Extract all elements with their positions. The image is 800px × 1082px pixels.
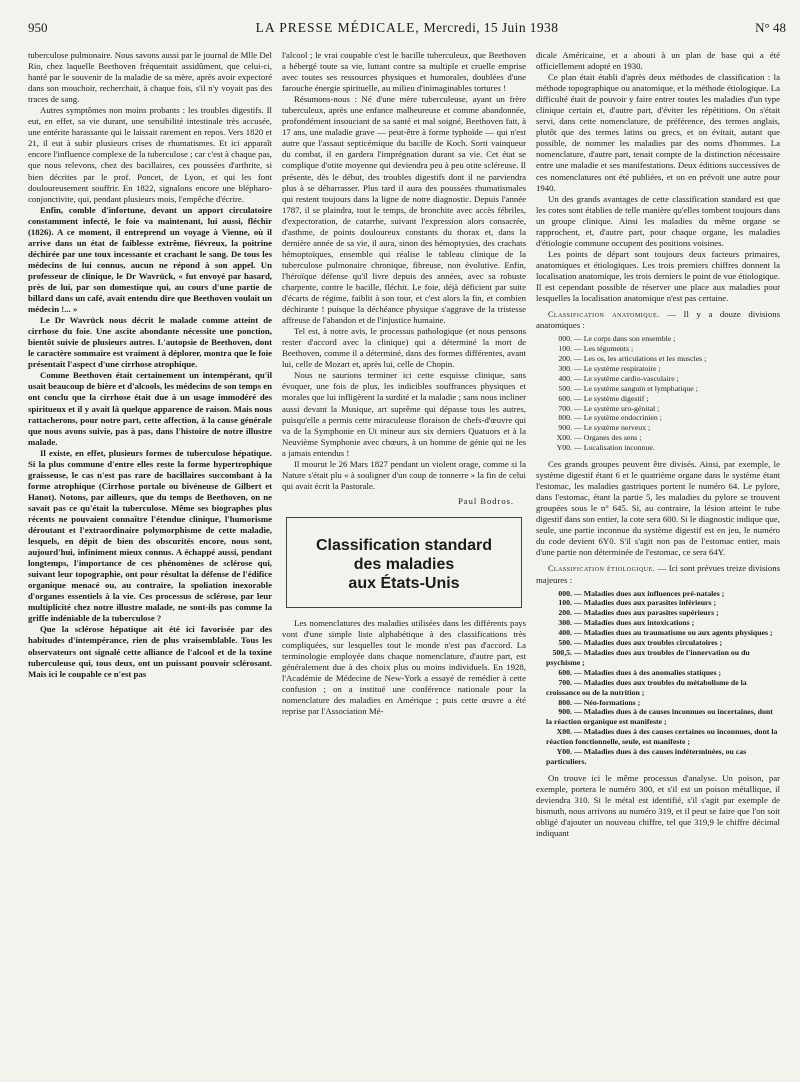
division-label: — Maladies dues aux influences pré-natales ; (574, 588, 725, 598)
division-label: — Néo-formations ; (574, 697, 641, 707)
section-bottom-rule (286, 607, 522, 608)
division-label: — Maladies dues à des causes indéterminées, ou cas particuliers. (546, 747, 747, 766)
division-code: 700. (558, 403, 572, 413)
column-3-outro (536, 773, 780, 839)
list-item (546, 334, 780, 344)
anatomical-heading (536, 309, 780, 331)
division-label: — Maladies dues à des causes certaines ou inconnues, dont la réaction fonctionnelle, seule, est manifeste ; (546, 727, 778, 747)
list-item (546, 384, 780, 394)
page-number: 950 (28, 20, 48, 35)
division-code: 800. (558, 697, 572, 707)
list-item (546, 598, 780, 608)
paragraph: dicale Américaine, et a abouti à un plan de base qui a été officiellement adopté en 1930. (536, 50, 780, 72)
division-label: — Maladies dues au traumatisme ou aux agents physiques ; (574, 628, 773, 638)
division-code: 500. (558, 383, 572, 393)
etiological-heading-label: Classification étiologique. (548, 564, 656, 574)
list-item (546, 608, 780, 618)
list-item (546, 628, 780, 638)
list-item (546, 678, 780, 698)
column-3 (536, 50, 780, 1074)
list-item (546, 747, 780, 767)
division-code: 100. (558, 598, 572, 608)
etiological-heading-rest: — Ici sont prévues treize divisions majeures : (536, 563, 780, 585)
paragraph: Un des grands avantages de cette classification standard est que les cotes sont établies de telle manière qu'elles tombent toujours dans un groupe clinique. Ainsi les maladies du même organe se rapprochent, et, d'autre part, pour chaque organe, les maladies d'étiologie commune occupent des positions voisines. (536, 193, 780, 248)
division-code: 400. (558, 628, 572, 638)
division-label: — Le système sanguin et lymphatique ; (574, 383, 698, 393)
page-header (28, 20, 786, 42)
division-label: — Les os, les articulations et les muscles ; (574, 353, 707, 363)
paragraph: Ce plan était établi d'après deux méthodes de classification : la méthode topographique ou anatomique, et la méthode étiologique. La difficulté était de pouvoir y faire entrer toutes les maladies d'un type clinique certain et, d'autre part, d'éviter les répétitions. On s'était servi, dans cette nomenclature, de préférence, des termes anglais, plutôt que des termes latins ou grecs, et on évitait, autant que possible, de nommer les maladies par des noms d'hommes. La nomenclature, d'autre part, tenait compte de la distinction nécessaire entre une maladie et ses manifestations. Deux éditions successives de ces nomenclatures ont été publiées, et on en prévoit une autre pour 1940. (536, 72, 780, 193)
list-item (546, 589, 780, 599)
paragraph: Le Dr Wavrück nous décrit le malade comme atteint de cirrhose du foie. Une ascite abondante nécessite une ponction, bientôt suivie de plusieurs autres. L'autopsie de Beethoven, dont le caractère sommaire est vraiment à déplorer, montra que le foie présentait l'aspect d'une cirrhose atrophique. (28, 315, 272, 370)
etiological-divisions-list (546, 589, 780, 767)
section-title-line-2: des maladies (353, 555, 455, 573)
list-item (546, 364, 780, 374)
anatomical-divisions-list (546, 334, 780, 453)
list-item (546, 707, 780, 727)
column-3-mid (536, 459, 780, 558)
division-code: 000. (558, 334, 572, 344)
list-item (546, 344, 780, 354)
division-code: 000. (558, 588, 572, 598)
division-label: — Le système respiratoire ; (574, 363, 661, 373)
column-2 (282, 50, 526, 1074)
columns (28, 50, 786, 1074)
section-title-box (286, 518, 522, 607)
division-code: Y00. (556, 443, 572, 453)
division-label: — Maladies dues aux troubles du métabolisme de la croissance ou de la nutrition ; (546, 677, 747, 697)
issue-date: Mercredi, 15 Juin 1938 (423, 20, 559, 35)
column-1 (28, 50, 272, 1074)
publication-name: LA PRESSE MÉDICALE, (255, 20, 420, 35)
division-code: 800. (558, 413, 572, 423)
paragraph: Tel est, à notre avis, le processus pathologique (et nous pensons rester d'accord avec la clinique) qui a déterminé la mort de Beethoven, comme il a déterminé, dans des formes différentes, avant lui, celle de Mozart et, après lui, celle de Chopin. (282, 326, 526, 370)
list-item (546, 354, 780, 364)
anatomical-heading-rest: — Il y a douze divisions anatomiques : (536, 309, 780, 331)
division-label: — Le système cardio-vasculaire ; (574, 373, 679, 383)
division-label: — Maladies dues à de causes inconnues ou incertaines, dont la réaction organique est manifeste ; (546, 707, 773, 727)
division-code: 500. (558, 638, 572, 648)
column-2-text (282, 50, 526, 492)
division-label: — Maladies dues aux troubles de l'innervation ou du psychisme ; (546, 648, 750, 667)
division-label: — Maladies dues aux parasites inférieurs ; (574, 598, 717, 608)
division-label: — Le système uro-génital ; (574, 403, 660, 413)
paragraph: Il existe, en effet, plusieurs formes de tuberculose hépatique. Si la plus commune d'entre elles reste la forme hypertrophique graisseuse, le cas n'est pas rare de bacillaires succombant à la forme atrophique (Cirrhose portale ou bivéneuse de Gilbert et Hanot). Notons, par ailleurs, que du temps de Beethoven, on ne savait pas ce qu'était la tuberculose. Même ses biographes plus récents ne pouvaient connaître l'étendue clinique, l'humorisme déroutant et l'extraordinaire polymorphisme de cette maladie, lesquels, en dépit de bien des obscurités encore, nous sont, aujourd'hui, infiniment mieux connus. A échappé aussi, pendant longtemps, l'importance de ces phénomènes de sclérose qui, suivant leur topographie, ont pour résultat la défense de l'édifice organique menacé ou, au contraire, la spoliation inexorable d'organes essentiels à la vie. Ces processus de sclérose, par leur multiplicité chez notre illustre malade, ne sont-ils pas comme la griffe indéniable de la tuberculose ? (28, 447, 272, 624)
etiological-heading (536, 563, 780, 585)
list-item (546, 698, 780, 708)
division-code: Y00. (556, 747, 572, 757)
paragraph: Que la sclérose hépatique ait été ici favorisée par des habitudes d'intempérance, rien de plus vraisemblable. Tous les observateurs ont signalé cette alliance de l'alcool et de la toxine tuberculeuse qui, tous deux, ont un puissant pouvoir sclérosant. Mais ici le coupable ce n'est pas (28, 624, 272, 679)
division-label: — Maladies dues aux intoxications ; (574, 618, 695, 628)
list-item (546, 423, 780, 433)
list-item (546, 404, 780, 414)
division-label: — Localisation inconnue. (574, 443, 655, 453)
paragraph: On trouve ici le même processus d'analyse. Un poison, par exemple, portera le numéro 300, et s'il est un poison métallique, il deviendra 310. Si le métal est identifié, s'il s'agit par exemple de bismuth, nous arrivons au numéro 319, et il peut se faire que l'on soit obligé d'ajouter un nouveau chiffre, tel que 319,9 le chiffre décimal indiquant (536, 772, 780, 839)
paragraph: Nous ne saurions terminer ici cette esquisse clinique, sans évoquer, une fois de plus, les indicibles souffrances physiques et morales que lui infligèrent la surdité et la maladie ; sans nous incliner aussi devant la Musique, art suprême qui dépasse tous les autres, puisqu'elle a permis cette miraculeuse floraison de chefs-d'œuvre qui va de la Symphonie en Ut mineur aux six derniers Quatuors et à la Neuvième Symphonie avec chœurs, à un homme de génie qui ne les a jamais entendus ! (282, 370, 526, 458)
division-label: — Le système endocrinien ; (574, 413, 662, 423)
division-label: — Le système nerveux ; (574, 423, 651, 433)
paragraph: Autres symptômes non moins probants : les troubles digestifs. Il eut, en effet, sa vie durant, une sensibilité intestinale très accusée, une entérite harassante qui le laissait rarement en repos. Vers 1820 et 21, il eut à subir plusieurs crises de rhumatismes. Et ici apparaît encore l'influence complexe de la tuberculose ; car c'est à chaque pas, que nous relevons, chez des bacillaires, ces poussées d'arthrite, si bien décrites par le prof. Poncet, de Lyon, et qui les font douloureusement souffrir. En 1822, signalons encore une blépharo-conjonctivite, qui, pendant plusieurs mois, l'empêche d'écrire. (28, 105, 272, 204)
masthead-line (88, 20, 726, 36)
division-code: 700. (558, 677, 572, 687)
division-code: 600. (558, 667, 572, 677)
list-item (546, 443, 780, 453)
division-code: 500,5. (552, 648, 572, 657)
paragraph: Ces grands groupes peuvent être divisés. Ainsi, par exemple, le système digestif étant 6 et le quatrième organe dans le système étant l'estomac, les maladies gastriques portent le numéro 64. Le pylore, dans l'estomac, étant la partie 5, les maladies du pylore se trouvent groupées sous le n° 645. Si, au contraire, la lésion atteint le tube digestif dans son entier, la cote sera 600. Si le diagnostic indique que, seule, une partie inconnue du système digestif est en jeu, le numéro du code devient 6Y0. S'il s'agit non pas de l'estomac entier, mais d'une partie non déterminée de l'estomac, ce sera 64Y. (536, 459, 780, 558)
list-item (546, 638, 780, 648)
paragraph: Comme Beethoven était certainement un intempérant, qu'il usait beaucoup de bière et d'alcools, les médecins de son temps en ont conclu que la cirrhose était due à un usage immodéré des spiritueux et il y avait là quelque apparence de raison. Mais nous rattacherons, pour notre part, cette affection, à la cause générale que nous avons suivie, pas à pas, dans l'histoire de notre illustre malade. (28, 370, 272, 447)
list-item (546, 648, 780, 668)
division-code: X00. (556, 433, 572, 443)
division-code: 400. (558, 373, 572, 383)
anatomical-heading-label: Classification anatomique. (548, 310, 660, 320)
division-code: 200. (558, 353, 572, 363)
author-signature: Paul Bodros. (458, 495, 514, 506)
issue-number: N° 48 (755, 20, 786, 35)
list-item (546, 668, 780, 678)
paragraph: l'alcool ; le vrai coupable c'est le bacille tuberculeux, que Beethoven a hébergé toute sa vie, luttant contre sa multiple et cruelle emprise avec toutes ses ressources physiques et humorales, doublées d'une farouche énergie spirituelle, au milieu d'inimaginables tortures ! (282, 50, 526, 94)
division-code: X00. (556, 727, 572, 737)
division-label: — Le corps dans son ensemble ; (574, 334, 676, 344)
division-code: 200. (558, 608, 572, 618)
paragraph: Les points de départ sont toujours deux facteurs primaires, anatomiques et étiologiques. Les trois premiers chiffres donnent la localisation anatomique, les trois derniers le point de vue étiologique. Il est cependant possible de réserver une place aux maladies pour lesquelles la localisation anatomique n'est pas certaine. (536, 248, 780, 304)
division-label: — Le système digestif ; (574, 393, 649, 403)
paragraph: Il mourut le 26 Mars 1827 pendant un violent orage, comme si la Nature s'était plu « à souligner d'un coup de tonnerre » la fin de celui qui avait écrit la Pastorale. (282, 458, 526, 491)
division-label: — Les téguments ; (574, 344, 634, 354)
division-label: — Organes des sens ; (574, 433, 642, 443)
list-item (546, 374, 780, 384)
list-item (546, 618, 780, 628)
division-label: — Maladies dues aux troubles circulatoires ; (574, 638, 723, 648)
paragraph: Résumons-nous : Né d'une mère tuberculeuse, ayant un frère tuberculeux, après une enfance malheureuse et comme abandonnée, profondément insouciant de sa santé et mal soigné, Beethoven fait, à 17 ans, une maladie grave — peut-être à forme typhoïde — qui n'est autre que l'assaut septicémique du bacille de Koch. Sorti vainqueur du combat, il en gardera l'imprégnation durant sa vie. Cet état se complique d'otite moyenne qui deviendra peu à peu otite scléreuse. Il présente, dès le début, des troubles digestifs dont il ne parviendra plus à se débarrasser. Plus tard il aura des poussées rhumatismales qui restent toujours dans la ligne de notre diagnostic. Depuis l'année 1787, il se plaindra, tout le temps, de bronchite avec accès fébriles, d'expectoration, de catarrhe, suivant l'expression alors consacrée, d'asthme, de points douloureux constants du thorax et, dans la dernière année de sa vie, il aura, sinon des hémoptysies, des crachats hémoptoïques, ensemble qui réalise le tableau clinique de la tuberculose pulmonaire chronique, fibreuse, non évolutive. Enfin, l'héroïque défense qu'il livre depuis des années, avec sa robuste charpente, contre le bacille, fléchit. Le foie, déjà déficient par suite d'écarts de régime, faiblit à son tour, et c'est alors la fin, et combien déchirante ! puisque la déchéance physique s'aggrave de la tristesse affreuse de l'abandon et de l'injustice humaine. (282, 94, 526, 326)
division-code: 900. (558, 423, 572, 433)
paragraph: Enfin, comble d'infortune, devant un apport circulatoire constamment infecté, le foie va maintenant, lui aussi, fléchir (1826). A ce moment, il entreprend un voyage à Vienne, où il arrive dans un état de faiblesse extrême, fiévreux, la poitrine déchirée par une toux incessante et crachant le sang. De tous les médecins de lui connus, aucun ne répond à son appel. Un professeur de clinique, le Dr Wavrück, « fut envoyé par hasard, près de lui, par son domestique qui, au cours d'une partie de billard dans un café, avait entendu dire que Beethoven voulait un médecin !... » (28, 204, 272, 315)
column-3-intro (536, 50, 780, 304)
section-title-line-1: Classification standard (315, 536, 493, 554)
division-code: 100. (558, 344, 572, 354)
division-code: 300. (558, 363, 572, 373)
section-title (295, 536, 513, 593)
division-label: — Maladies dues à des anomalies statiques ; (574, 667, 722, 677)
paragraph: tuberculose pulmonaire. Nous savons aussi par le journal de Mlle Del Rio, chez laquelle Beethoven fréquentait assidûment, que celui-ci, hanté par le souvenir de la maladie de sa mère, après avoir expectoré dans son mouchoir, recherchait, à chaque fois, s'il n'y voyait pas des traces de sang. (28, 50, 272, 105)
section-intro-text (282, 618, 526, 717)
list-item (546, 413, 780, 423)
division-code: 900. (558, 707, 572, 717)
division-label: — Maladies dues aux parasites supérieurs ; (574, 608, 719, 618)
list-item (546, 433, 780, 443)
list-item (546, 394, 780, 404)
list-item (546, 727, 780, 747)
paragraph: Les nomenclatures des maladies utilisées dans les différents pays vont d'une simple liste alphabétique à des classifications très compliquées, sur lesquelles tout le monde n'est pas d'accord. La terminologie employée dans chaque nomenclature, d'autre part, est généralement due à des choix plus ou moins individuels. En 1928, l'Académie de Médecine de New-York a essayé de remédier à cette confusion ; on a institué une conférence nationale pour la nomenclature des maladies en Amérique ; puis cette œuvre a été reprise par l'Association Mé- (282, 617, 526, 717)
section-title-line-3: aux États-Unis (348, 574, 460, 592)
division-code: 300. (558, 618, 572, 628)
division-code: 600. (558, 393, 572, 403)
